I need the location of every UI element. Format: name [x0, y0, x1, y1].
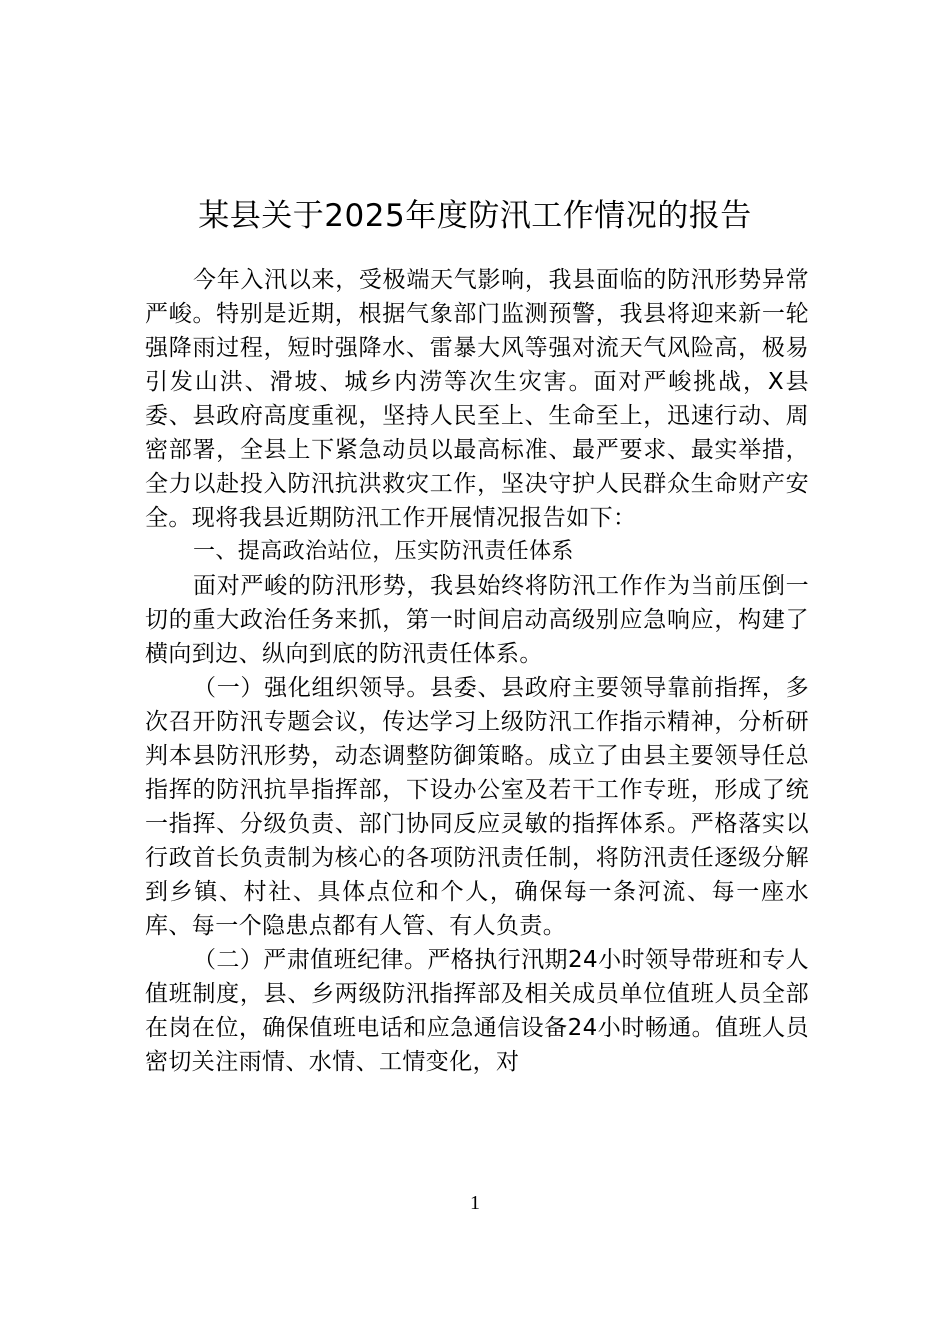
- document-title: 某县关于2025年度防汛工作情况的报告: [198, 197, 752, 234]
- subsection-1-paragraph: （一）强化组织领导。县委、县政府主要领导靠前指挥，多次召开防汛专题会议，传达学习上级防汛工作指示精神，分析研判本县防汛形势，动态调整防御策略。成立了由县主要领导任总指挥的防汛抗旱指挥部，下设办公室及若干工作专班，形成了统一指挥、分级负责、部门协同反应灵敏的指挥体系。严格落实以行政首长负责制为核心的各项防汛责任制，将防汛责任逐级分解到乡镇、村社、具体点位和个人，确保每一条河流、每一座水库、每一个隐患点都有人管、有人负责。: [145, 675, 809, 939]
- page-number: 1: [470, 1192, 480, 1214]
- section-1-paragraph: 面对严峻的防汛形势，我县始终将防汛工作作为当前压倒一切的重大政治任务来抓，第一时间启动高级别应急响应，构建了横向到边、纵向到底的防汛责任体系。: [145, 573, 809, 667]
- subsection-2-paragraph: （二）严肃值班纪律。严格执行汛期24小时领导带班和专人值班制度，县、乡两级防汛指挥部及相关成员单位值班人员全部在岗在位，确保值班电话和应急通信设备24小时畅通。值班人员密切关注雨情、水情、工情变化，对: [145, 947, 809, 1075]
- intro-paragraph: 今年入汛以来，受极端天气影响，我县面临的防汛形势异常严峻。特别是近期，根据气象部门监测预警，我县将迎来新一轮强降雨过程，短时强降水、雷暴大风等强对流天气风险高，极易引发山洪、滑坡、城乡内涝等次生灾害。面对严峻挑战，X县委、县政府高度重视，坚持人民至上、生命至上，迅速行动、周密部署，全县上下紧急动员以最高标准、最严要求、最实举措，全力以赴投入防汛抗洪救灾工作，坚决守护人民群众生命财产安全。现将我县近期防汛工作开展情况报告如下：: [145, 267, 809, 531]
- document-body: [145, 263, 809, 1079]
- section-heading-1: 一、提高政治站位，压实防汛责任体系: [193, 539, 574, 564]
